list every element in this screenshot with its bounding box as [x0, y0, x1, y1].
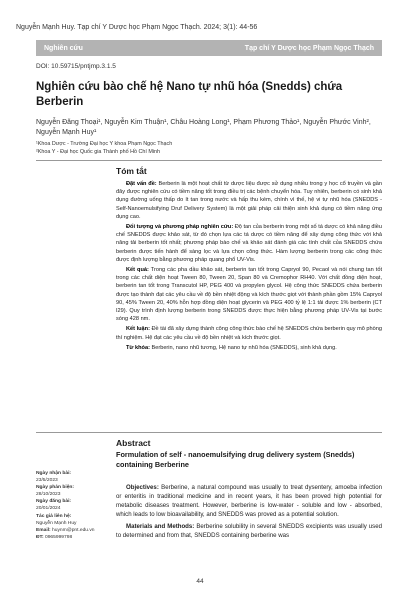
vn-abstract — [116, 180, 382, 354]
received-label: Ngày nhận bài: — [36, 471, 72, 476]
journal-name: Tạp chí Y Dược học Phạm Ngọc Thạch — [244, 44, 374, 52]
divider — [36, 160, 382, 161]
keywords: Từ khóa: Berberin, nano nhũ tương, Hệ nano tự nhũ hóa (SNEDDS), sinh khả dụng. — [126, 344, 337, 351]
divider — [36, 432, 382, 433]
author-list: Nguyễn Đăng Thoại¹, Nguyễn Kim Thuận¹, Châu Hoàng Long¹, Phạm Phương Thảo¹, Nguyễn Phước Vinh², Nguyễn Mạnh Huy¹ — [36, 119, 371, 136]
phone-line: ĐT: 0965999798 — [36, 534, 73, 540]
affiliations — [36, 141, 172, 156]
abstract-paragraph: Đối tượng và phương pháp nghiên cứu: Độ tan của berberin trong một số tá dược có khả năng điều chế SNEDDS được khảo sát, từ đó chọn lựa các tá dược có tiềm năng để xây dựng công thức với khả năng tải berberin tốt nhất; phương pháp bào chế và khảo sát đánh giá các tính chất của SNEDDS chứa berberin được tiến hành để sàng lọc và lựa chọn công thức. Hàm lượng berberin trong các công thức được định lượng bằng phương pháp quang phổ UV-Vis. — [116, 224, 382, 263]
email-link[interactable]: huynm@pnt.edu.vn — [52, 527, 95, 533]
corresponding-author: Nguyễn Mạnh Huy — [36, 520, 77, 526]
section-bar — [36, 40, 382, 56]
abstract-paragraph: Đặt vấn đề: Berberin là một hoạt chất từ dược liệu được sử dụng nhiều trong y học cổ truyền và gần đây được nghiên cứu có tiềm năng tốt trong điều trị các bệnh chuyển hóa. Tuy nhiên, berberin có sinh khả dụng đường uống thấp do ít tan trong nước và hấp thu kém, chính vì thế, hệ vi tự nhũ hóa (SNEDDS - Self-Nanoemulsifying Druf Delivery System) là một giải pháp cải thiện sinh khả dụng có tiềm năng ứng dụng cao. — [116, 181, 382, 220]
abstract-paragraph: Kết luận: Đề tài đã xây dựng thành công công thức bào chế hệ SNEDDS chứa berberin quy mô phòng thí nghiệm. Hệ đạt các yêu cầu về độ bền nhiệt và kích thước giọt. — [116, 326, 382, 341]
published-label: Ngày đăng bài: — [36, 499, 72, 505]
doi[interactable]: DOI: 10.59715/pntjmp.3.1.5 — [36, 63, 116, 70]
en-article-title: Formulation of self - nanoemulsifying drug delivery system (Snedds) containing Berberine — [116, 450, 355, 469]
en-abstract-heading: Abstract — [116, 438, 151, 448]
section-label: Nghiên cứu — [44, 44, 83, 52]
published-date: 20/01/2024 — [36, 506, 61, 512]
affiliation-2: ²Khoa Y - Đại học Quốc gia Thành phố Hồ Chí Minh — [36, 148, 161, 155]
corresponding-label: Tác giả liên hệ: — [36, 513, 72, 519]
abstract-paragraph: Objectives: Berberine, a natural compound was usually to treat dysentery, amoeba infection or enteritis in traditional medicine and in recent years, it has been proved high potential for metabolic diseases treatment. However, berberine is low-water - soluble and low - absorbed, which leads to low bioavailability, and SNEDDS was proved as a potential solution. — [116, 484, 382, 519]
article-info-sidebar — [36, 470, 112, 541]
received-date: 23/5/2023 — [36, 478, 58, 484]
abstract-paragraph: Materials and Methods: Berberine solubility in several SNEDDS excipients was usually used to determined and from that, SNEDDS containing berberine was — [116, 523, 382, 540]
phone-number: 0965999798 — [44, 534, 73, 540]
reviewed-date: 28/10/2023 — [36, 492, 61, 498]
reviewed-label: Ngày phản biện: — [36, 485, 75, 491]
en-abstract — [116, 483, 382, 544]
page-number: 44 — [196, 578, 204, 585]
email-line: Email: huynm@pnt.edu.vn — [36, 527, 95, 533]
article-title: Nghiên cứu bào chế hệ Nano tự nhũ hóa (Snedds) chứa Berberin — [36, 81, 343, 108]
affiliation-1: ¹Khoa Dược - Trường Đại học Y khoa Phạm Ngọc Thạch — [36, 141, 173, 147]
abstract-paragraph: Kết quả: Trong các pha dầu khảo sát, berberin tan tốt trong Capryol 90, Pecaol và nói chung tan tốt trong các chất diện hoạt Tween 80, Tween 20, Span 80 và Cremophor RH40. Với chất đồng diện hoạt, berberin tan tốt trong Transcutol HP, PEG 400 và propylen glycol. Hệ công thức SNEDDS chứa berberin được tạo thành đạt các yêu cầu về độ bền nhiệt động và kích thước giọt với thành phần gồm 15% Capryol 90, 45% Tween 20, 40% hỗn hợp đồng diện hoạt glycerin và PEG 400 tỷ lệ 1:1 tải được 1% berberin (CT I29). Quy trình định lượng berberin trong SNEDDS được thực hiện bằng phương pháp UV-Vis tại bước sóng 428 nm. — [116, 267, 383, 323]
vn-abstract-heading: Tóm tắt — [116, 166, 147, 176]
running-header: Nguyễn Mạnh Huy. Tạp chí Y Dược học Phạm Ngọc Thạch. 2024; 3(1): 44-56 — [16, 24, 258, 31]
